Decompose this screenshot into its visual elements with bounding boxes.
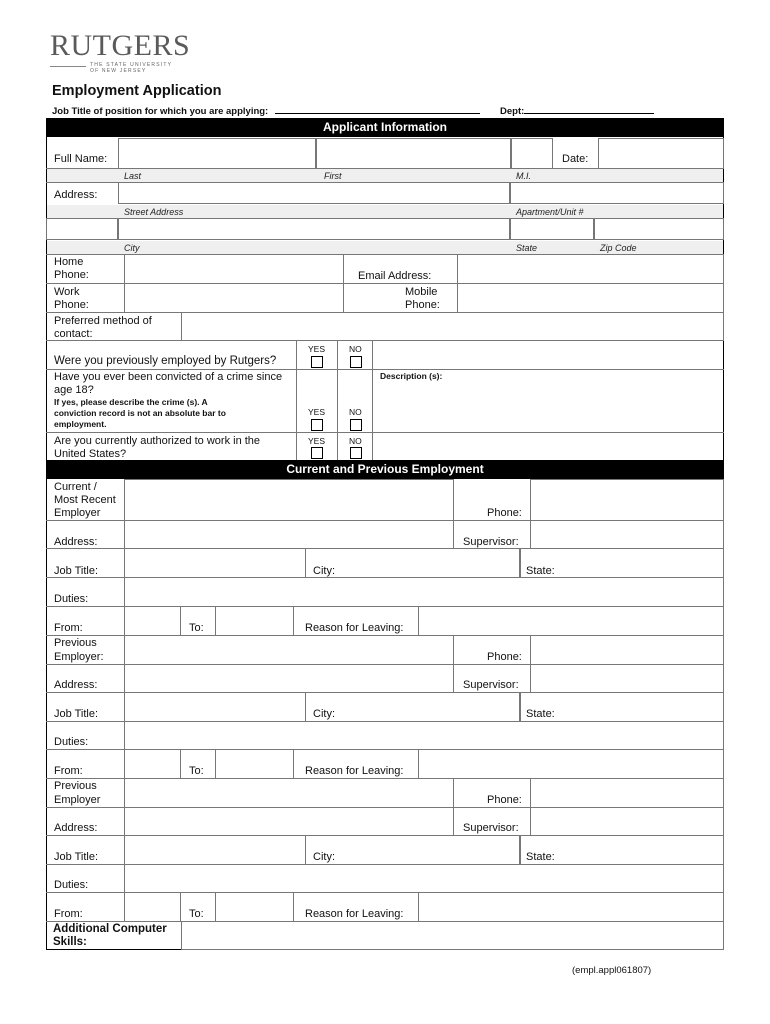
- current-state-label: State:: [526, 565, 555, 577]
- prev1-to-input[interactable]: [215, 749, 294, 779]
- prev1-address-input[interactable]: [124, 664, 454, 693]
- dept-field[interactable]: [524, 103, 654, 114]
- q2-note-2: conviction record is not an absolute bar to: [54, 408, 226, 418]
- prev2-employer-label-1: Previous: [54, 780, 97, 792]
- preferred-contact-input[interactable]: [181, 312, 724, 341]
- current-employer-label-1: Current /: [54, 481, 97, 493]
- street-input[interactable]: [118, 182, 510, 204]
- prev1-address-label: Address:: [54, 679, 98, 691]
- prev2-supervisor-label: Supervisor:: [463, 822, 519, 834]
- current-reason-label: Reason for Leaving:: [305, 622, 404, 634]
- prev1-phone-input[interactable]: [530, 635, 724, 665]
- q3-yes-label: YES: [308, 436, 326, 446]
- state-caption: State: [516, 243, 538, 253]
- description-label: Description (s):: [380, 371, 443, 381]
- section-employment-header: Current and Previous Employment: [46, 460, 724, 479]
- prev2-supervisor-input[interactable]: [530, 807, 724, 836]
- mi-input[interactable]: [511, 138, 553, 169]
- prev1-jobtitle-input[interactable]: [124, 692, 306, 722]
- prev2-from-input[interactable]: [124, 892, 181, 922]
- first-name-input[interactable]: [316, 138, 511, 169]
- home-phone-label-2: Phone:: [54, 269, 89, 281]
- current-jobtitle-label: Job Title:: [54, 565, 99, 577]
- first-caption: First: [324, 171, 342, 181]
- last-caption: Last: [124, 171, 142, 181]
- rutgers-logo: [50, 29, 191, 78]
- prev2-jobtitle-input[interactable]: [124, 835, 306, 865]
- logo-wordmark: RUTGERS: [50, 29, 191, 62]
- q2-note-1: If yes, please describe the crime (s). A: [54, 397, 208, 407]
- prev1-state-label: State:: [526, 708, 555, 720]
- q2-yes-checkbox[interactable]: [311, 419, 323, 431]
- current-address-input[interactable]: [124, 520, 454, 549]
- current-duties-label: Duties:: [54, 593, 89, 605]
- q2-yes-label: YES: [308, 407, 326, 417]
- page-title: Employment Application: [52, 83, 222, 99]
- prev2-from-label: From:: [54, 908, 83, 920]
- work-phone-input[interactable]: [124, 283, 344, 313]
- last-name-input[interactable]: [118, 138, 316, 169]
- mobile-input[interactable]: [457, 283, 724, 313]
- current-city-input[interactable]: [306, 548, 520, 578]
- skills-label-2: Skills:: [53, 936, 87, 948]
- q3-no-label: NO: [349, 436, 362, 446]
- prev1-reason-input[interactable]: [418, 749, 724, 779]
- prev1-city-input[interactable]: [306, 692, 520, 722]
- job-title-label: Job Title of position for which you are applying:: [52, 106, 269, 117]
- preferred-contact-label-2: contact:: [54, 328, 93, 340]
- q2-no-checkbox[interactable]: [350, 419, 362, 431]
- prev1-jobtitle-label: Job Title:: [54, 708, 99, 720]
- job-title-row: [52, 103, 480, 117]
- prev2-duties-input[interactable]: [124, 864, 724, 893]
- prev2-address-label: Address:: [54, 822, 98, 834]
- description-input[interactable]: [372, 369, 724, 433]
- current-phone-label: Phone:: [487, 507, 522, 519]
- current-from-input[interactable]: [124, 606, 181, 636]
- current-from-label: From:: [54, 622, 83, 634]
- q3-yes-checkbox[interactable]: [311, 447, 323, 459]
- q3-label-2: United States?: [54, 448, 127, 460]
- prev2-address-input[interactable]: [124, 807, 454, 836]
- prev1-city-label: City:: [313, 708, 335, 720]
- q1-yes-label: YES: [308, 344, 326, 354]
- prev1-phone-label: Phone:: [487, 651, 522, 663]
- q2-no-label: NO: [349, 407, 362, 417]
- prev2-duties-label: Duties:: [54, 879, 89, 891]
- prev2-employer-label-2: Employer: [54, 794, 101, 806]
- current-state-input[interactable]: [520, 548, 724, 578]
- city-input[interactable]: [118, 218, 510, 240]
- prev2-city-label: City:: [313, 851, 335, 863]
- email-input[interactable]: [457, 254, 724, 284]
- mi-caption: M.I.: [516, 171, 531, 181]
- mobile-label-2: Phone:: [405, 299, 440, 311]
- current-address-label: Address:: [54, 536, 98, 548]
- current-supervisor-input[interactable]: [530, 520, 724, 549]
- skills-label-1: Additional Computer: [53, 923, 167, 935]
- prev2-city-input[interactable]: [306, 835, 520, 865]
- home-phone-input[interactable]: [124, 254, 344, 284]
- q2-label-1: Have you ever been convicted of a crime since: [54, 371, 283, 383]
- apt-caption: Apartment/Unit #: [516, 207, 584, 217]
- prev2-phone-input[interactable]: [530, 778, 724, 808]
- dept-row: [500, 103, 654, 117]
- q3-label-1: Are you currently authorized to work in the: [54, 435, 261, 447]
- email-label: Email Address:: [358, 270, 432, 282]
- q1-no-checkbox[interactable]: [350, 356, 362, 368]
- current-supervisor-label: Supervisor:: [463, 536, 519, 548]
- state-input[interactable]: [510, 218, 594, 240]
- prev1-from-label: From:: [54, 765, 83, 777]
- q3-no-checkbox[interactable]: [350, 447, 362, 459]
- current-employer-label-3: Employer: [54, 507, 101, 519]
- dept-label: Dept:: [500, 106, 525, 117]
- street-caption: Street Address: [124, 207, 184, 217]
- logo-subtitle-2: OF NEW JERSEY: [90, 68, 147, 74]
- work-phone-label-2: Phone:: [54, 299, 89, 311]
- preferred-contact-label-1: Preferred method of: [54, 315, 152, 327]
- prev1-employer-label-2: Employer:: [54, 651, 104, 663]
- current-duties-input[interactable]: [124, 577, 724, 607]
- zip-input[interactable]: [594, 218, 724, 240]
- current-reason-input[interactable]: [418, 606, 724, 636]
- city-caption: City: [124, 243, 140, 253]
- job-title-field[interactable]: [275, 103, 480, 114]
- current-employer-input[interactable]: [124, 479, 454, 521]
- prev1-state-input[interactable]: [520, 692, 724, 722]
- zip-caption: Zip Code: [600, 243, 637, 253]
- prev1-duties-label: Duties:: [54, 736, 89, 748]
- prev1-duties-input[interactable]: [124, 721, 724, 750]
- mobile-label-1: Mobile: [405, 286, 438, 298]
- prev2-reason-label: Reason for Leaving:: [305, 908, 404, 920]
- current-city-label: City:: [313, 565, 335, 577]
- current-jobtitle-input[interactable]: [124, 548, 306, 578]
- prev1-reason-label: Reason for Leaving:: [305, 765, 404, 777]
- current-phone-input[interactable]: [530, 479, 724, 521]
- current-to-label: To:: [189, 622, 204, 634]
- prev2-phone-label: Phone:: [487, 794, 522, 806]
- form-code: (empl.appl061807): [572, 965, 652, 976]
- prev2-state-label: State:: [526, 851, 555, 863]
- q1-label: Were you previously employed by Rutgers?: [54, 355, 277, 367]
- prev2-jobtitle-label: Job Title:: [54, 851, 99, 863]
- logo-subtitle-1: THE STATE UNIVERSITY: [90, 62, 173, 68]
- current-to-input[interactable]: [215, 606, 294, 636]
- prev2-to-input[interactable]: [215, 892, 294, 922]
- prev2-reason-input[interactable]: [418, 892, 724, 922]
- home-phone-label-1: Home: [54, 256, 84, 268]
- prev1-employer-label-1: Previous: [54, 637, 97, 649]
- date-label: Date:: [562, 153, 589, 165]
- prev1-to-label: To:: [189, 765, 204, 777]
- prev2-to-label: To:: [189, 908, 204, 920]
- work-phone-label-1: Work: [54, 286, 80, 298]
- section-applicant-header: Applicant Information: [46, 118, 724, 137]
- q2-label-2: age 18?: [54, 384, 94, 396]
- date-input[interactable]: [598, 138, 724, 169]
- prev1-supervisor-label: Supervisor:: [463, 679, 519, 691]
- skills-input[interactable]: [181, 921, 724, 950]
- prev1-employer-input[interactable]: [124, 635, 454, 665]
- q1-no-label: NO: [349, 344, 362, 354]
- full-name-label: Full Name:: [54, 153, 108, 165]
- prev2-state-input[interactable]: [520, 835, 724, 865]
- prev2-employer-input[interactable]: [124, 778, 454, 808]
- q2-note-3: employment.: [54, 419, 107, 429]
- current-employer-label-2: Most Recent: [54, 494, 116, 506]
- prev1-supervisor-input[interactable]: [530, 664, 724, 693]
- prev1-from-input[interactable]: [124, 749, 181, 779]
- address-label: Address:: [54, 189, 98, 201]
- apt-input[interactable]: [510, 182, 724, 204]
- q1-yes-checkbox[interactable]: [311, 356, 323, 368]
